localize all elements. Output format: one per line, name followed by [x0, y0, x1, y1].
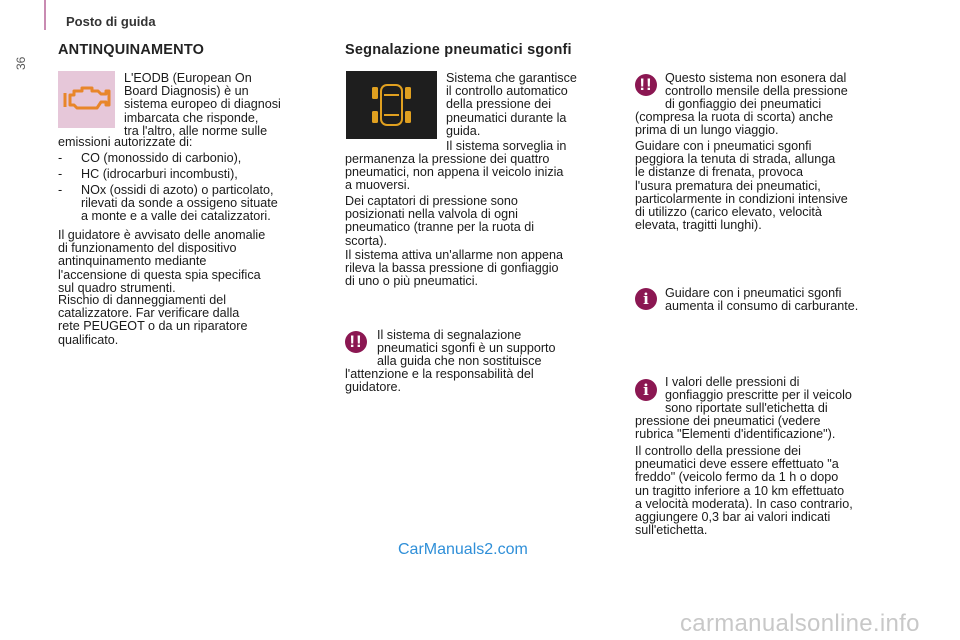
- warning-exclamation-icon: !!: [635, 74, 657, 96]
- underinflated-driving-warning: Guidare con i pneumatici sgonfi peggiora la tenuta di strada, allunga le distanze di frenata, provoca l'usura prematura dei pneumatici, particolarmente in condizioni intensive di utilizzo (carico elevato, velocità elevata, tragitti lunghi).: [635, 139, 848, 233]
- list-item: CO (monossido di carbonio),: [81, 151, 242, 165]
- tyre-monitoring-paragraph: permanenza la pressione dei quattro pneumatici, non appena il veicolo inizia a muoversi.: [345, 152, 564, 193]
- page-number: 36: [14, 56, 28, 70]
- cold-check-paragraph: Il controllo della pressione dei pneumatici deve essere effettuato "a freddo" (veicolo fermo da 1 h o dopo un tragitto inferiore a 10 km effettuato a velocità moderata). In caso contrario, aggiungere 0,3 bar ai valori indicati sull'etichetta.: [635, 444, 853, 538]
- tyre-warning-title: Segnalazione pneumatici sgonfi: [345, 42, 572, 58]
- pressure-sensors-paragraph: Dei captatori di pressione sono posizionati nella valvola di ogni pneumatico (tranne per la ruota di scorta).: [345, 194, 535, 248]
- list-dash: -: [58, 167, 63, 181]
- driver-warning-paragraph: Il guidatore è avvisato delle anomalie di funzionamento del dispositivo antinquinamento mediante l'accensione di questa spia specifica sul quadro strumenti.: [58, 228, 266, 295]
- monthly-check-warning-cont: (compresa la ruota di scorta) anche prima di un lungo viaggio.: [635, 110, 834, 138]
- engine-warning-icon: [58, 71, 115, 128]
- carmanuals-watermark: CarManuals2.com: [398, 541, 528, 558]
- alarm-paragraph: Il sistema attiva un'allarme non appena rileva la bassa pressione di gonfiaggio di uno o più pneumatici.: [345, 248, 564, 289]
- tyre-pressure-warning-icon: [346, 71, 437, 139]
- monthly-check-warning: Questo sistema non esonera dal controllo mensile della pressione di gonfiaggio dei pneumatici: [665, 71, 848, 112]
- section-title: Posto di guida: [66, 14, 156, 29]
- warning-exclamation-icon: !!: [345, 331, 367, 353]
- list-item: NOx (ossidi di azoto) o particolato, rilevati da sonde a ossigeno situate a monte e a valle dei catalizzatori.: [81, 183, 278, 224]
- list-item: HC (idrocarburi incombusti),: [81, 167, 238, 181]
- driving-aid-warning-cont: l'attenzione e la responsabilità del guidatore.: [345, 367, 534, 395]
- driving-aid-warning: Il sistema di segnalazione pneumatici sgonfi è un supporto alla guida che non sostituisce: [377, 328, 556, 369]
- tyre-system-description: Sistema che garantisce il controllo automatico della pressione dei pneumatici durante la guida.: [446, 71, 577, 138]
- eodb-intro: L'EODB (European On Board Diagnosis) è un sistema europeo di diagnosi imbarcata che risponde, tra l'altro, alle norme sulle: [124, 71, 281, 138]
- list-dash: -: [58, 151, 63, 165]
- fuel-consumption-info: Guidare con i pneumatici sgonfi aumenta il consumo di carburante.: [665, 286, 859, 314]
- carmanualsonline-watermark: carmanualsonline.info: [680, 610, 920, 637]
- pressure-values-info-cont: pressione dei pneumatici (vedere rubrica "Elementi d'identificazione").: [635, 414, 836, 442]
- section-color-bar: [44, 0, 46, 30]
- tyre-monitoring-start: Il sistema sorveglia in: [446, 139, 567, 153]
- info-icon: i: [635, 379, 657, 401]
- catalyst-risk-paragraph: Rischio di danneggiamenti del catalizzatore. Far verificare dalla rete PEUGEOT o da un riparatore qualificato.: [58, 293, 248, 347]
- antipollution-title: ANTINQUINAMENTO: [58, 42, 205, 58]
- eodb-intro-cont: emissioni autorizzate di:: [58, 135, 193, 149]
- list-dash: -: [58, 183, 63, 197]
- pressure-values-info: I valori delle pressioni di gonfiaggio prescritte per il veicolo sono riportate sull'etichetta di: [665, 375, 852, 416]
- info-icon: i: [635, 288, 657, 310]
